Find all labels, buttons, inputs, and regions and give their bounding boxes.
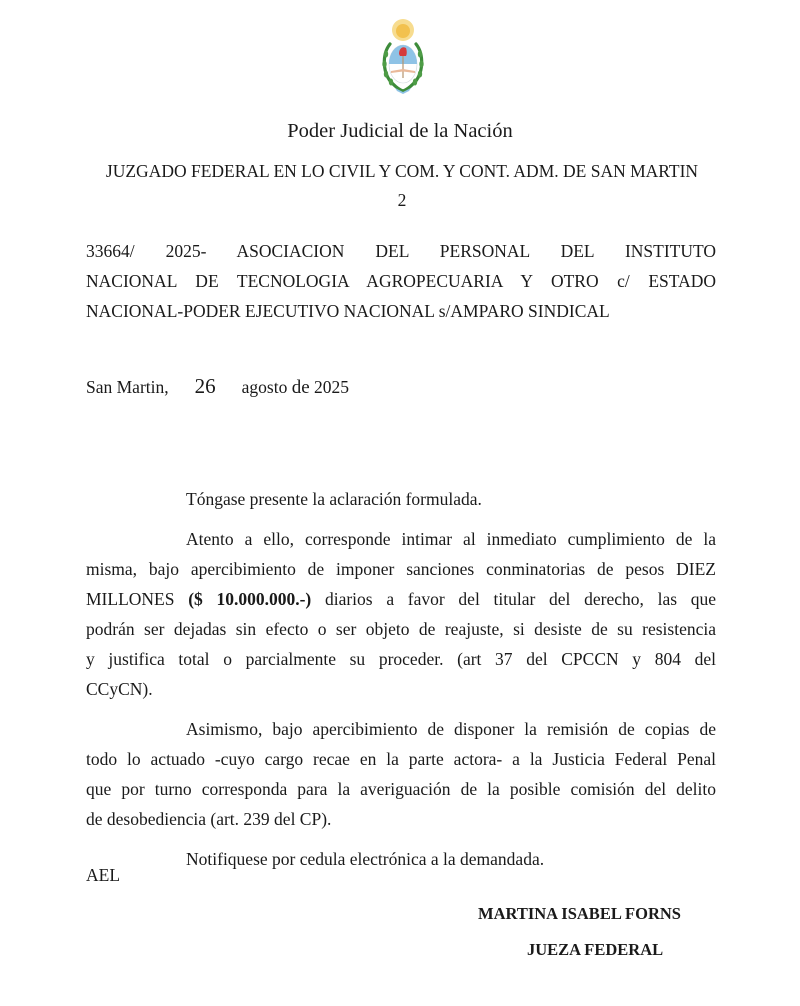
date-month: agosto: [241, 377, 288, 397]
date-year: 2025: [314, 377, 350, 397]
sun-rays: [392, 19, 414, 41]
resolution-body: [86, 484, 716, 874]
argentina-coat-of-arms-icon: [379, 18, 427, 98]
paragraph-remision: Asimismo, bajo apercibimiento de disponer la remisión de copias de todo lo actuado -cuyo cargo recae en la parte actora- a la Justicia Federal Penal que por turno corresponda para la averiguación de la posible comisión del delito de desobediencia (art. 239 del CP).: [86, 719, 716, 829]
paragraph-intimacion: Atento a ello, corresponde intimar al inmediato cumplimiento de la misma, bajo apercibimiento de imponer sanciones conminatorias de pesos DIEZ MILLONES ($ 10.000.000.-) diarios a favor del titular del derecho, las que podrán ser dejadas sin efecto o ser objeto de reajuste, si desiste de su resistencia y justifica total o parcialmente su proceder. (art 37 del CPCCN y 804 del CCyCN).: [86, 529, 717, 699]
court-name: JUZGADO FEDERAL EN LO CIVIL Y COM. Y CONT. ADM. DE SAN MARTIN 2: [105, 161, 699, 210]
case-caption-line: 33664/ 2025- ASOCIACION DEL PERSONAL DEL INSTITUTO: [86, 241, 716, 261]
initials: AEL: [86, 865, 121, 885]
paragraph-presente: Tóngase presente la aclaración formulada.: [186, 489, 482, 509]
institution-heading: Poder Judicial de la Nación: [287, 120, 513, 142]
case-caption: [86, 236, 716, 326]
case-caption-line: NACIONAL-PODER EJECUTIVO NACIONAL s/AMPARO SINDICAL: [86, 301, 610, 321]
date-day: 26: [194, 374, 216, 398]
sanction-amount: ($ 10.000.000.-): [188, 589, 312, 609]
signature-block: [470, 901, 730, 963]
paragraph-notificacion: Notifiquese por cedula electrónica a la demandada.: [186, 849, 545, 869]
case-caption-line: NACIONAL DE TECNOLOGIA AGROPECUARIA Y OTRO c/ ESTADO: [86, 271, 716, 291]
date-de: de: [291, 377, 310, 398]
judge-title: JUEZA FEDERAL: [527, 940, 664, 959]
judge-name: MARTINA ISABEL FORNS: [478, 904, 681, 923]
shield: [389, 45, 417, 83]
date-line: [86, 373, 349, 401]
date-place: San Martin,: [86, 377, 169, 397]
